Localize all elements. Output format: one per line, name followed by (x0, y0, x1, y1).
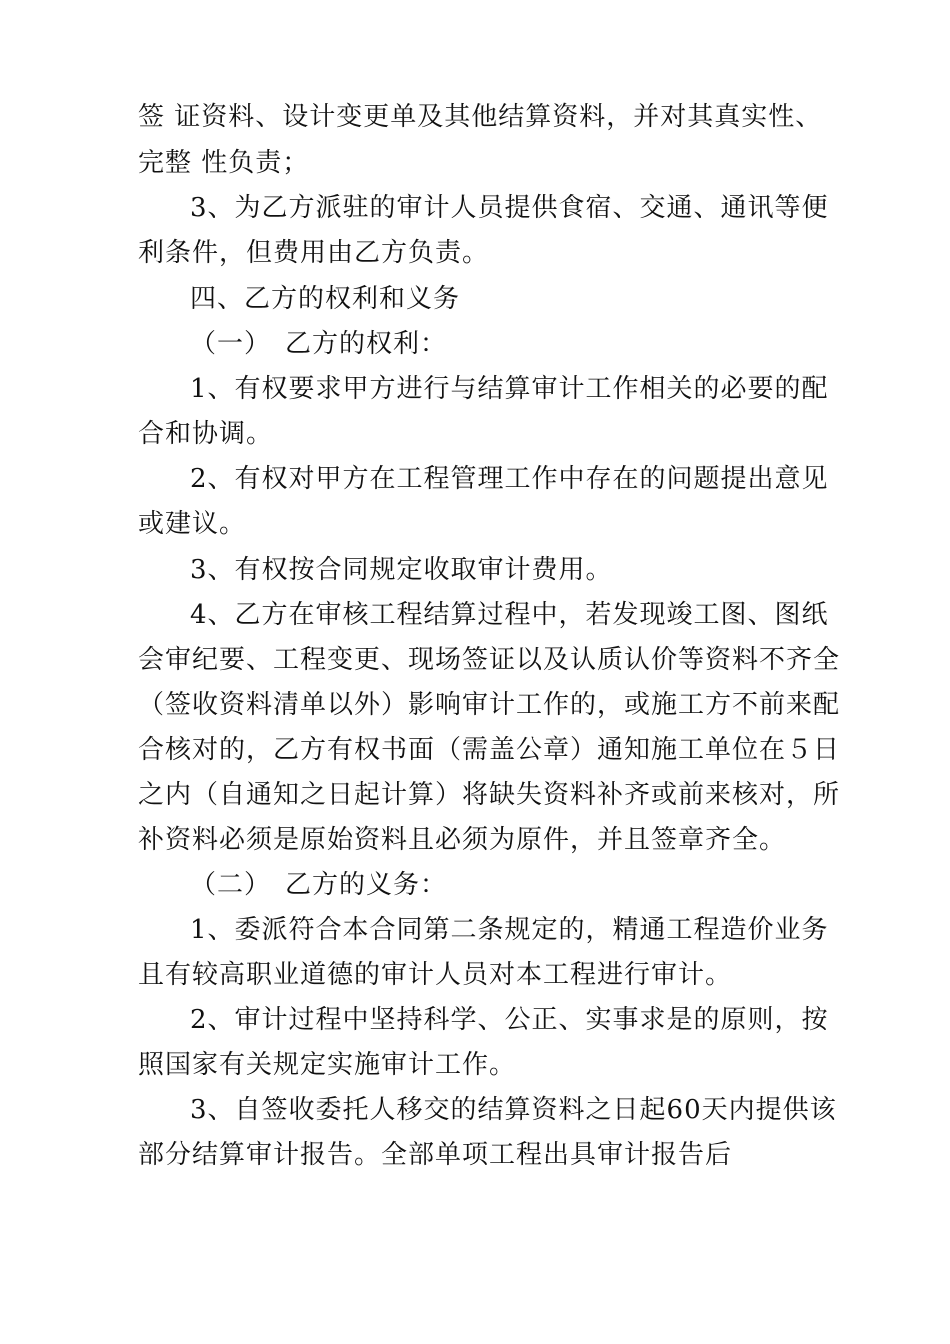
text-line: 照国家有关规定实施审计工作。 (138, 1050, 517, 1080)
text-line: 或建议。 (138, 509, 247, 539)
text-line: 部分结算审计报告。全部单项工程出具审计报告后 (138, 1140, 733, 1170)
subsection-heading: （二） 乙方的义务： (190, 870, 448, 900)
text-line: 且有较高职业道德的审计人员对本工程进行审计。 (138, 960, 733, 990)
text-line: 完整 性负责； (138, 148, 310, 178)
text-line: 会审纪要、工程变更、现场签证以及认质认价等资料不齐全 (138, 645, 841, 675)
text-line: 合核对的，乙方有权书面（需盖公章）通知施工单位在５日 (138, 735, 841, 765)
section-heading: 四、乙方的权利和义务 (190, 284, 461, 314)
text-line: （签收资料清单以外）影响审计工作的，或施工方不前来配 (138, 690, 841, 720)
subsection-heading: （一） 乙方的权利： (190, 329, 448, 359)
text-line: 签 证资料、设计变更单及其他结算资料，并对其真实性、 (138, 102, 823, 132)
paragraph-line: 3、有权按合同规定收取审计费用。 (190, 555, 613, 585)
paragraph-line: 3、为乙方派驻的审计人员提供食宿、交通、通讯等便 (190, 193, 829, 223)
paragraph-line: 3、自签收委托人移交的结算资料之日起60天内提供该 (190, 1095, 837, 1125)
paragraph-line: 2、有权对甲方在工程管理工作中存在的问题提出意见 (190, 464, 829, 494)
paragraph-line: 1、委派符合本合同第二条规定的，精通工程造价业务 (190, 915, 829, 945)
paragraph-line: 2、审计过程中坚持科学、公正、实事求是的原则，按 (190, 1005, 829, 1035)
paragraph-line: 1、有权要求甲方进行与结算审计工作相关的必要的配 (190, 374, 829, 404)
text-line: 利条件，但费用由乙方负责。 (138, 238, 490, 268)
text-line: 补资料必须是原始资料且必须为原件，并且签章齐全。 (138, 825, 787, 855)
paragraph-line: 4、乙方在审核工程结算过程中，若发现竣工图、图纸 (190, 600, 829, 630)
text-line: 之内（自通知之日起计算）将缺失资料补齐或前来核对，所 (138, 780, 841, 810)
text-line: 合和协调。 (138, 419, 274, 449)
